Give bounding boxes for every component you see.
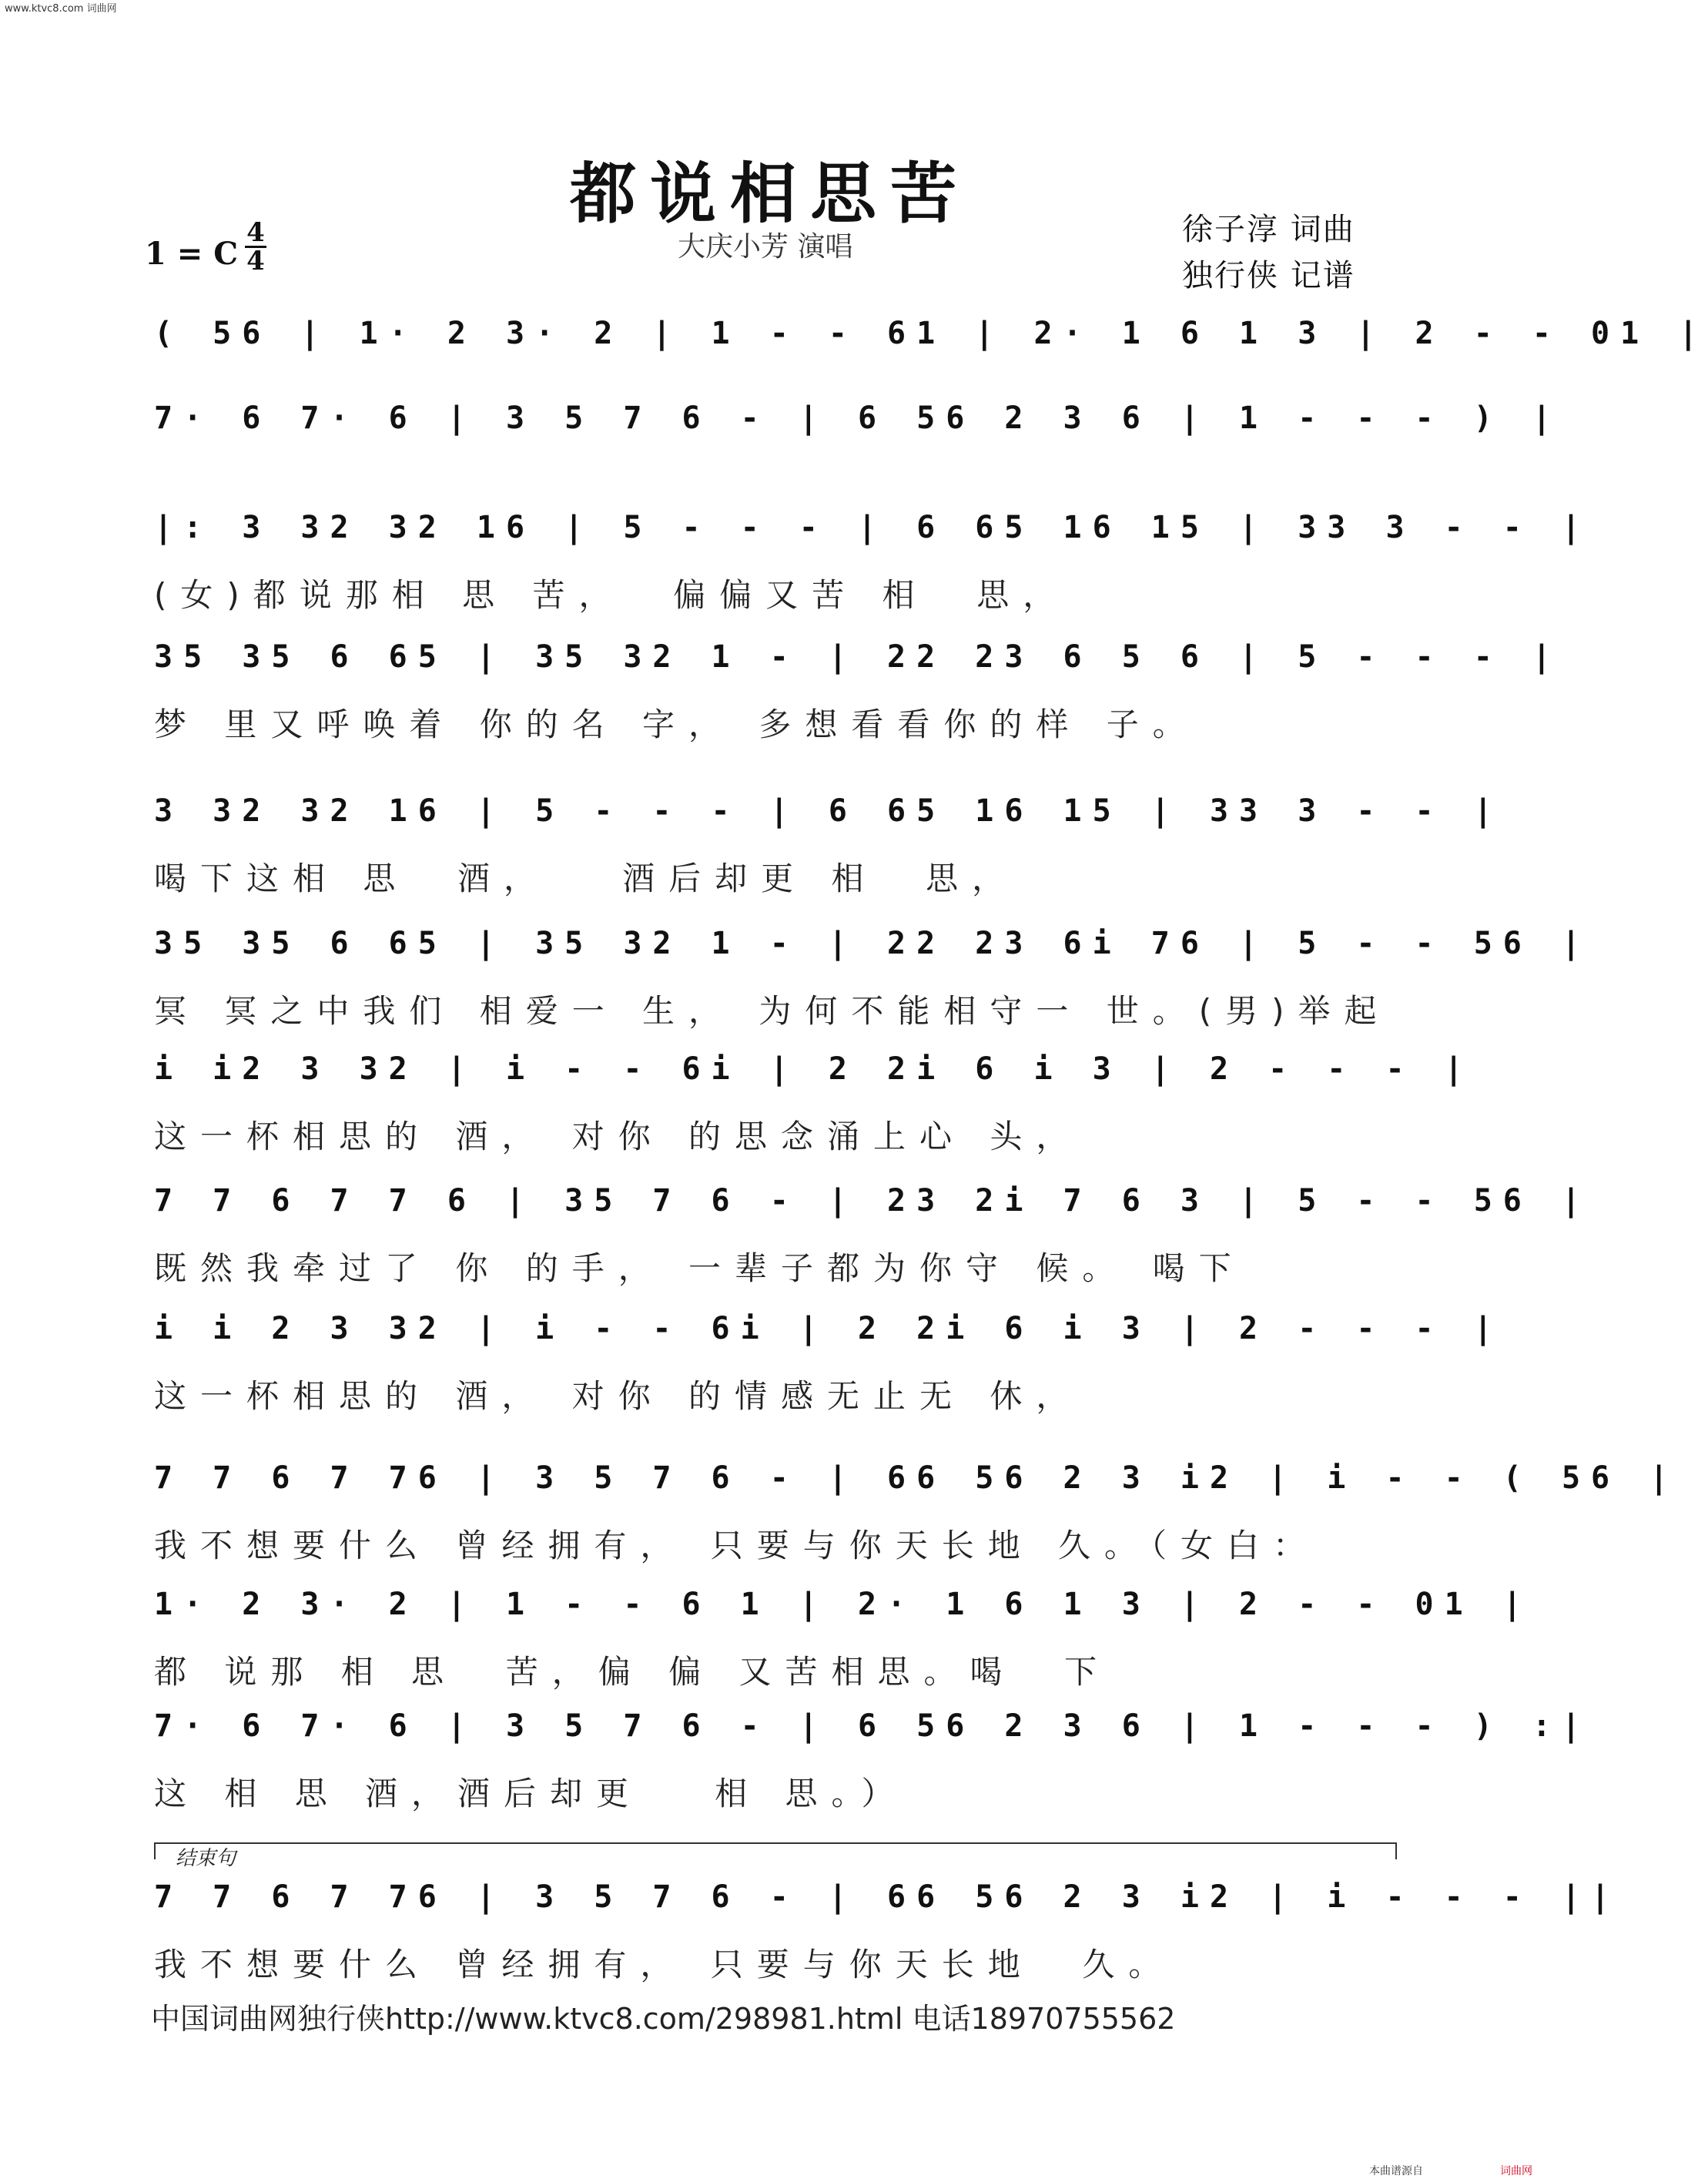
- time-signature-bottom: 4: [246, 246, 265, 277]
- ending-bracket: [154, 1842, 1397, 1859]
- time-signature-top: 4: [246, 217, 265, 248]
- time-signature: [245, 217, 266, 277]
- footer-link-text[interactable]: 中国词曲网独行侠http://www.ktvc8.com/298981.html 电话18970755562: [151, 2002, 1176, 2036]
- lyrics-line: 既然我牵过了 你 的手， 一辈子都为你守 候。 喝下: [154, 1249, 1245, 1287]
- notation-line: i i 2 3 32 | i - - 6i | 2 2i 6 i 3 | 2 - - - |: [154, 1311, 1503, 1346]
- notation-line: 7· 6 7· 6 | 3 5 7 6 - | 6 56 2 3 6 | 1 - - - ) |: [154, 401, 1562, 436]
- lyrics-line: 喝下这相 思 酒， 酒后却更 相 思，: [154, 860, 1019, 897]
- lyrics-music-credit: 徐子淳 词曲: [1182, 212, 1355, 247]
- notation-line: 7 7 6 7 7 6 | 35 7 6 - | 23 2i 7 6 3 | 5 - - 56 |: [154, 1183, 1592, 1219]
- corner-source-label: 本曲谱源自: [1369, 2165, 1423, 2177]
- lyrics-line: 都 说那 相 思 苦，偏 偏 又苦相思。喝 下: [154, 1653, 1111, 1691]
- lyrics-line: 梦 里又呼唤着 你的名 字， 多想看看你的样 子。: [154, 706, 1199, 743]
- notation-line: ( 56 | 1· 2 3· 2 | 1 - - 61 | 2· 1 6 1 3 | 2 - - 01 |: [154, 316, 1708, 351]
- notation-line: 35 35 6 65 | 35 32 1 - | 22 23 6 5 6 | 5 - - - |: [154, 639, 1562, 675]
- notation-line: 7· 6 7· 6 | 3 5 7 6 - | 6 56 2 3 6 | 1 - - - ) :|: [154, 1708, 1592, 1744]
- notation-credit: 独行侠 记谱: [1182, 258, 1355, 293]
- lyrics-line: 这一杯相思的 酒， 对你 的思念涌上心 头，: [154, 1118, 1083, 1155]
- song-title: 都说相思苦: [570, 155, 970, 233]
- notation-line: 7 7 6 7 76 | 3 5 7 6 - | 66 56 2 3 i2 | i - - ( 56 |: [154, 1460, 1680, 1496]
- notation-line: 1· 2 3· 2 | 1 - - 6 1 | 2· 1 6 1 3 | 2 - - 01 |: [154, 1587, 1532, 1622]
- notation-line: 3 32 32 16 | 5 - - - | 6 65 16 15 | 33 3 - - |: [154, 793, 1503, 829]
- lyrics-line: 我不想要什么 曾经拥有， 只要与你天长地 久。: [154, 1946, 1175, 1983]
- notation-line: 7 7 6 7 76 | 3 5 7 6 - | 66 56 2 3 i2 | i - - - ||: [154, 1879, 1621, 1915]
- ending-label: 结束句: [176, 1847, 236, 1870]
- notation-line: 35 35 6 65 | 35 32 1 - | 22 23 6i 76 | 5 - - 56 |: [154, 926, 1592, 961]
- singer-credit: 大庆小芳 演唱: [678, 231, 853, 263]
- lyrics-line: (女)都说那相 思 苦， 偏偏又苦 相 思，: [154, 576, 1070, 614]
- lyrics-line: 这一杯相思的 酒， 对你 的情感无止无 休，: [154, 1377, 1083, 1415]
- notation-line: |: 3 32 32 16 | 5 - - - | 6 65 16 15 | 33 3 - - |: [154, 510, 1592, 545]
- corner-brand-label: 词曲网: [1500, 2165, 1532, 2177]
- notation-line: i i2 3 32 | i - - 6i | 2 2i 6 i 3 | 2 - - - |: [154, 1051, 1474, 1087]
- key-signature: 1 = C: [145, 236, 239, 272]
- lyrics-line: 冥 冥之中我们 相爱一 生， 为何不能相守一 世。(男)举起: [154, 992, 1391, 1030]
- lyrics-line: 我不想要什么 曾经拥有， 只要与你天长地 久。（女白：: [154, 1527, 1320, 1564]
- top-watermark: www.ktvc8.com 词曲网: [5, 3, 117, 15]
- lyrics-line: 这 相 思 酒，酒后却更 相 思。）: [154, 1775, 908, 1812]
